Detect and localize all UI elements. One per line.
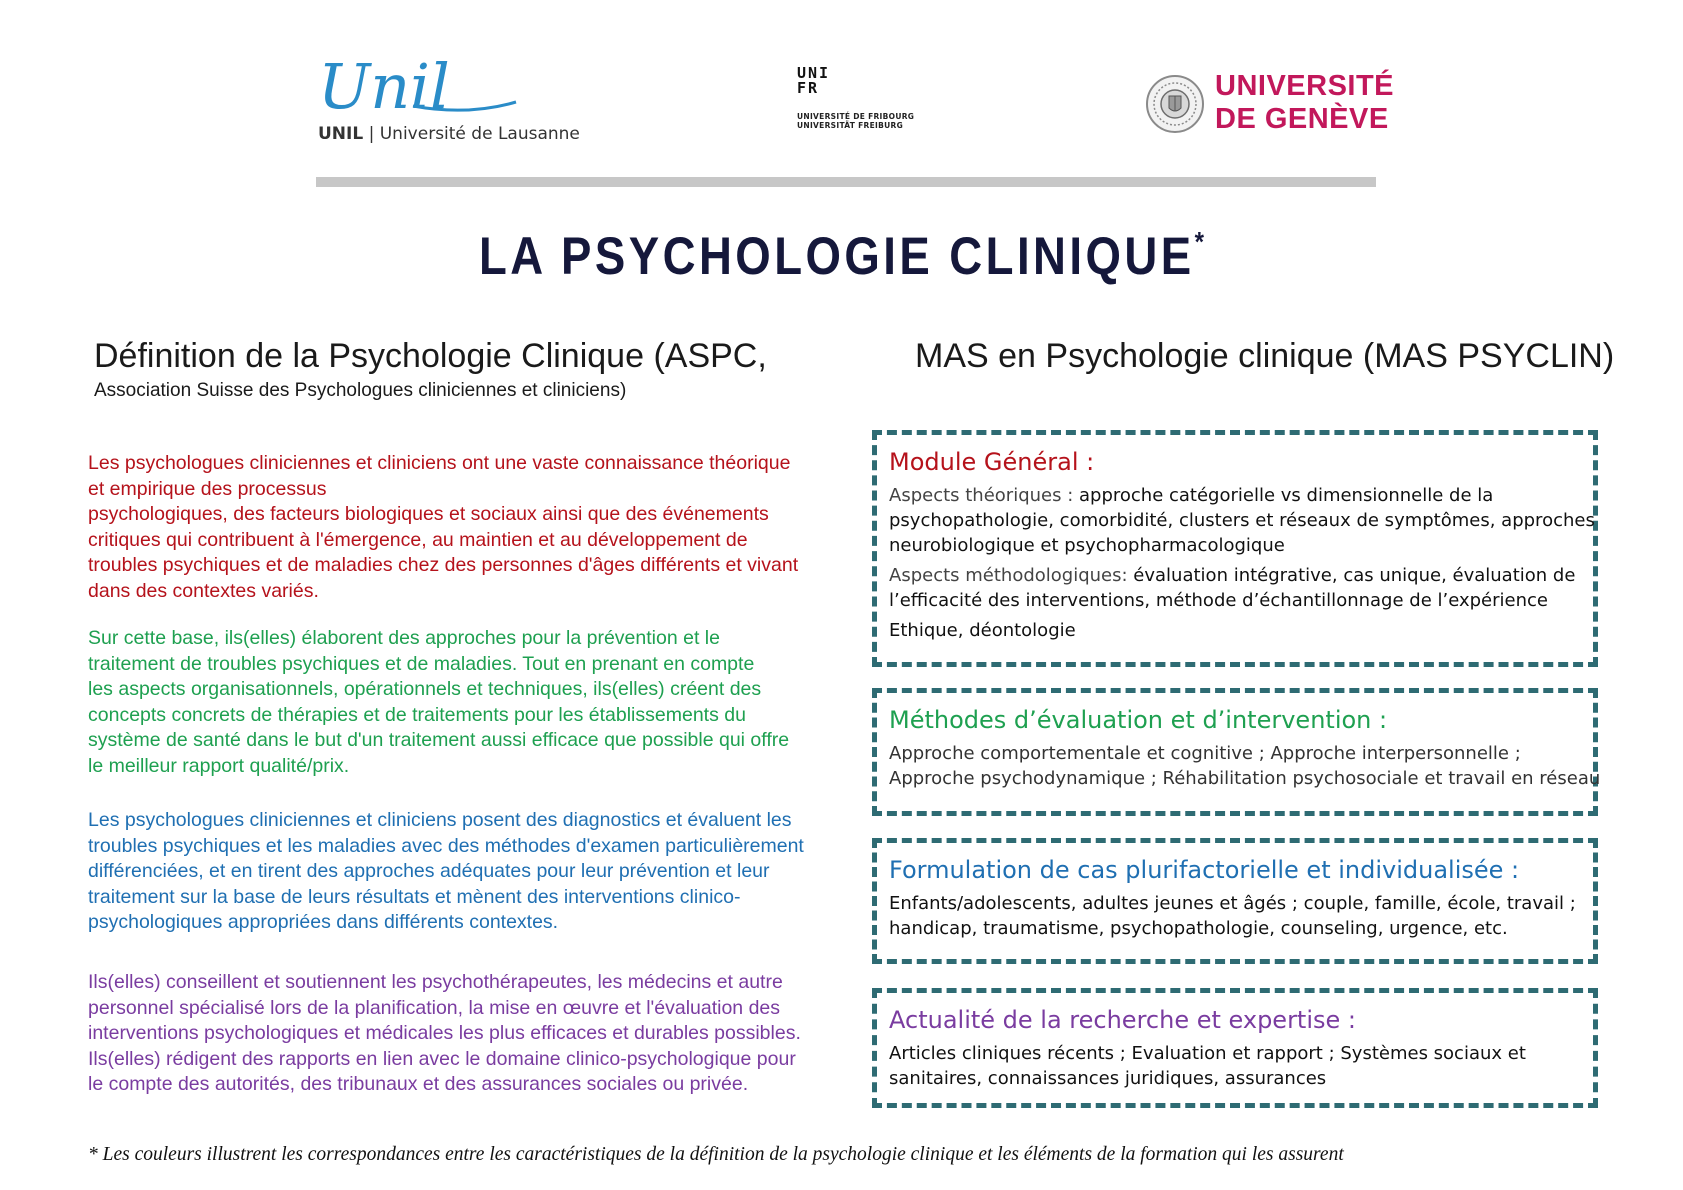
mas-heading: MAS en Psychologie clinique (MAS PSYCLIN) [915,337,1615,375]
unifr-mark-line2: FR [797,79,820,97]
definition-heading: Définition de la Psychologie Clinique (ASPC, [94,337,767,375]
unige-logo [1145,70,1395,140]
svg-text:Unil: Unil [318,58,450,123]
module-general-title: Module Général : [889,448,1095,476]
definition-subheading: Association Suisse des Psychologues cliniciennes et cliniciens) [94,380,627,401]
module-methodes-box [872,688,1601,816]
unige-seal-icon [1145,74,1205,134]
module-general-method-line: Aspects méthodologiques: évaluation intégrative, cas unique, évaluation de [889,565,1576,586]
unifr-name-de: UNIVERSITÄT FREIBURG [797,121,904,130]
module-general-ethics-line: Ethique, déontologie [889,620,1076,641]
module-general-box [872,430,1598,667]
module-actualite-box [872,988,1598,1108]
definition-paragraph-blue: Les psychologues cliniciennes et cliniciens posent des diagnostics et évaluent les troubles psychiques et les maladies avec des méthodes d'examen particulièrement différenciées, et en tirent des approches adéquates pour leur prévention et leur traitement sur la base de leurs résultats et mènent des interventions clinico- psychologiques appropriées dans différents contextes. [88,809,804,933]
unifr-mark-line1: UNI [797,64,831,82]
module-actualite-line: sanitaires, connaissances juridiques, assurances [889,1068,1327,1089]
header-divider [316,177,1376,187]
definition-paragraph-red: Les psychologues cliniciennes et cliniciens ont une vaste connaissance théorique et empirique des processus psychologiques, des facteurs biologiques et sociaux ainsi que des événements critiques qui contribuent à l'émergence, au maintien et au développement de troubles psychiques et de maladies chez des personnes d'âges différents et vivant dans des contextes variés. [88,452,799,602]
unil-logo [318,58,578,153]
definition-paragraph-green: Sur cette base, ils(elles) élaborent des approches pour la prévention et le traitement de troubles psychiques et de maladies. Tout en prenant en compte les aspects organisationnels, opérationnels et techniques, ils(elles) créent des concepts concrets de thérapies et de traitements pour les établissements du système de santé dans le but d'un traitement aussi efficace que possible qui offre le meilleur rapport qualité/prix. [88,627,790,777]
unil-script-logo [318,58,518,124]
unifr-logo [797,66,927,146]
module-methodes-title: Méthodes d’évaluation et d’intervention : [889,706,1388,734]
module-formulation-title: Formulation de cas plurifactorielle et individualisée : [889,856,1520,884]
module-actualite-title: Actualité de la recherche et expertise : [889,1006,1356,1034]
module-formulation-line: Enfants/adolescents, adultes jeunes et âgés ; couple, famille, école, travail ; [889,893,1576,914]
unifr-name-fr: UNIVERSITÉ DE FRIBOURG [797,112,915,121]
module-general-theory-line: neurobiologique et psychopharmacologique [889,535,1285,556]
module-general-theory-line: psychopathologie, comorbidité, clusters et réseaux de symptômes, approches [889,510,1595,531]
unil-caption: UNIL | Université de Lausanne [318,124,580,144]
color-legend-footnote: * Les couleurs illustrent les correspondances entre les caractéristiques de la définition de la psychologie clinique et les éléments de la formation qui les assurent [88,1144,1344,1165]
module-actualite-line: Articles cliniques récents ; Evaluation et rapport ; Systèmes sociaux et [889,1043,1526,1064]
page-title: LA PSYCHOLOGIE CLINIQUE* [479,226,1204,286]
module-formulation-line: handicap, traumatisme, psychopathologie, counseling, urgence, etc. [889,918,1508,939]
module-methodes-line: Approche psychodynamique ; Réhabilitation psychosociale et travail en réseau [889,768,1601,789]
module-formulation-box [872,838,1598,964]
module-general-method-line: l’efficacité des interventions, méthode d’échantillonnage de l’expérience [889,590,1548,611]
module-general-theory-line: Aspects théoriques : approche catégorielle vs dimensionnelle de la [889,485,1494,506]
unige-name: UNIVERSITÉ DE GENÈVE [1215,70,1395,135]
definition-paragraph-purple: Ils(elles) conseillent et soutiennent les psychothérapeutes, les médecins et autre personnel spécialisé lors de la planification, la mise en œuvre et l'évaluation des interventions psychologiques et médicales les plus efficaces et durables possibles. Ils(elles) rédigent des rapports en lien avec le domaine clinico-psychologique pour le compte des autorités, des tribunaux et des assurances sociales ou privée. [88,971,801,1095]
module-methodes-line: Approche comportementale et cognitive ; Approche interpersonnelle ; [889,743,1521,764]
